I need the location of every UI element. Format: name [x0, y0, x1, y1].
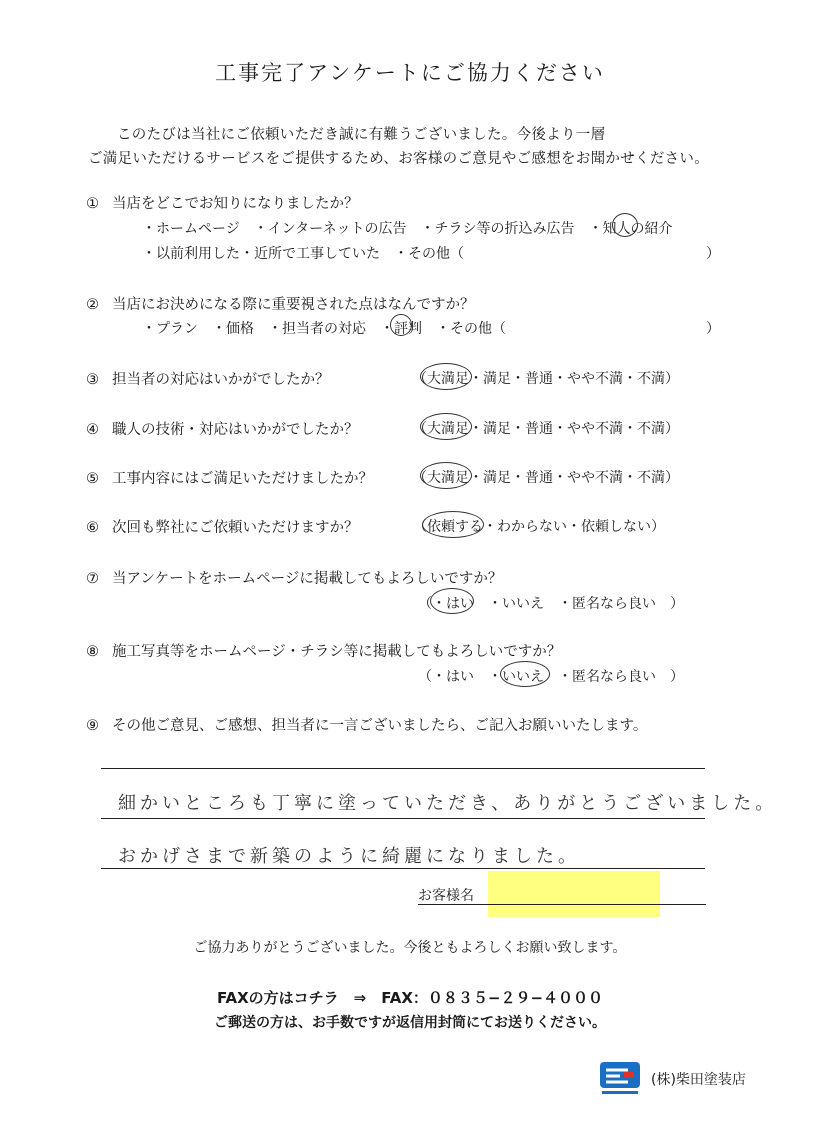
- question-number: ①: [86, 196, 99, 212]
- question-text: 当店をどこでお知りになりましたか？: [112, 196, 359, 212]
- company-logo-icon: [598, 1060, 642, 1098]
- page-title: 工事完了アンケートにご協力ください: [215, 61, 605, 85]
- comment-rule-1: [101, 768, 705, 769]
- company-name: (株)柴田塗装店: [651, 1072, 746, 1088]
- question-text: その他ご意見、ご感想、担当者に一言ございましたら、ご記入お願いいたします。: [112, 718, 648, 734]
- question-8: [86, 640, 561, 661]
- q1-close-paren: ）: [706, 246, 720, 262]
- question-3: [86, 368, 330, 389]
- question-7: [86, 567, 502, 588]
- q8-selection-circle: [500, 661, 550, 687]
- q1-options-line-2[interactable]: ・以前利用した・近所で工事していた ・その他（: [142, 246, 464, 262]
- q6-options[interactable]: （依頼する・わからない・依頼しない）: [413, 519, 665, 535]
- q5-selection-circle: [420, 462, 472, 489]
- question-text: 当店にお決めになる際に重要視された点はなんですか？: [112, 297, 475, 313]
- handwritten-comment-1: 細かいところも丁寧に塗っていただき、ありがとうございました。: [118, 793, 778, 814]
- customer-name-redaction: [488, 871, 660, 917]
- question-6: [86, 516, 359, 537]
- comment-rule-3: [101, 868, 705, 869]
- question-number: ⑤: [86, 471, 99, 487]
- question-5: [86, 467, 373, 488]
- question-text: 工事内容にはご満足いただけましたか？: [112, 471, 373, 487]
- question-text: 職人の技術・対応はいかがでしたか？: [112, 422, 359, 438]
- question-number: ⑧: [86, 644, 99, 660]
- q8-options[interactable]: （・はい ・いいえ ・匿名なら良い ）: [418, 669, 684, 685]
- question-number: ⑥: [86, 520, 99, 536]
- fax-line: FAXの方はコチラ ⇒ FAX：０８３５−２９−４０００: [216, 989, 604, 1007]
- q3-selection-circle: [420, 363, 472, 390]
- q7-options[interactable]: （・はい ・いいえ ・匿名なら良い ）: [418, 596, 684, 612]
- question-number: ⑦: [86, 571, 99, 587]
- q6-selection-circle: [422, 511, 484, 538]
- question-number: ⑨: [86, 718, 99, 734]
- question-number: ④: [86, 422, 99, 438]
- handwritten-comment-2: おかげさまで新築のように綺麗になりました。: [118, 846, 580, 867]
- q5-options[interactable]: （大満足・満足・普通・やや不満・不満）: [413, 470, 679, 486]
- q1-selection-circle: [612, 213, 638, 237]
- q1-options-line-1[interactable]: ・ホームページ ・インターネットの広告 ・チラシ等の折込み広告 ・知人の紹介: [142, 221, 673, 237]
- question-4: [86, 418, 359, 439]
- question-text: 担当者の対応はいかがでしたか？: [112, 372, 330, 388]
- question-text: 当アンケートをホームページに掲載してもよろしいですか？: [112, 571, 503, 587]
- q2-options[interactable]: ・プラン ・価格 ・担当者の対応 ・評判 ・その他（: [142, 321, 506, 337]
- question-1: [86, 192, 359, 213]
- question-2: [86, 293, 475, 314]
- customer-name-underline: [418, 904, 706, 905]
- intro-line-1: このたびは当社にご依頼いただき誠に有難うございました。今後より一層: [117, 127, 606, 143]
- question-text: 次回も弊社にご依頼いただけますか？: [112, 520, 359, 536]
- question-number: ②: [86, 297, 99, 313]
- question-text: 施工写真等をホームページ・チラシ等に掲載してもよろしいですか？: [112, 644, 562, 660]
- thanks-text: ご協力ありがとうございました。今後ともよろしくお願い致します。: [193, 940, 627, 956]
- q3-options[interactable]: （大満足・満足・普通・やや不満・不満）: [413, 371, 679, 387]
- q4-selection-circle: [420, 413, 472, 440]
- mail-line: ご郵送の方は、お手数ですが返信用封筒にてお送りください。: [214, 1015, 606, 1031]
- question-number: ③: [86, 372, 99, 388]
- q4-options[interactable]: （大満足・満足・普通・やや不満・不満）: [413, 421, 679, 437]
- customer-name-label: お客様名: [418, 888, 474, 904]
- intro-line-2: ご満足いただけるサービスをご提供するため、お客様のご意見やご感想をお聞かせください。: [88, 151, 710, 167]
- q2-selection-circle: [390, 314, 412, 336]
- q7-selection-circle: [430, 588, 474, 614]
- comment-rule-2: [101, 818, 705, 819]
- question-9: [86, 714, 647, 735]
- q2-close-paren: ）: [706, 321, 720, 337]
